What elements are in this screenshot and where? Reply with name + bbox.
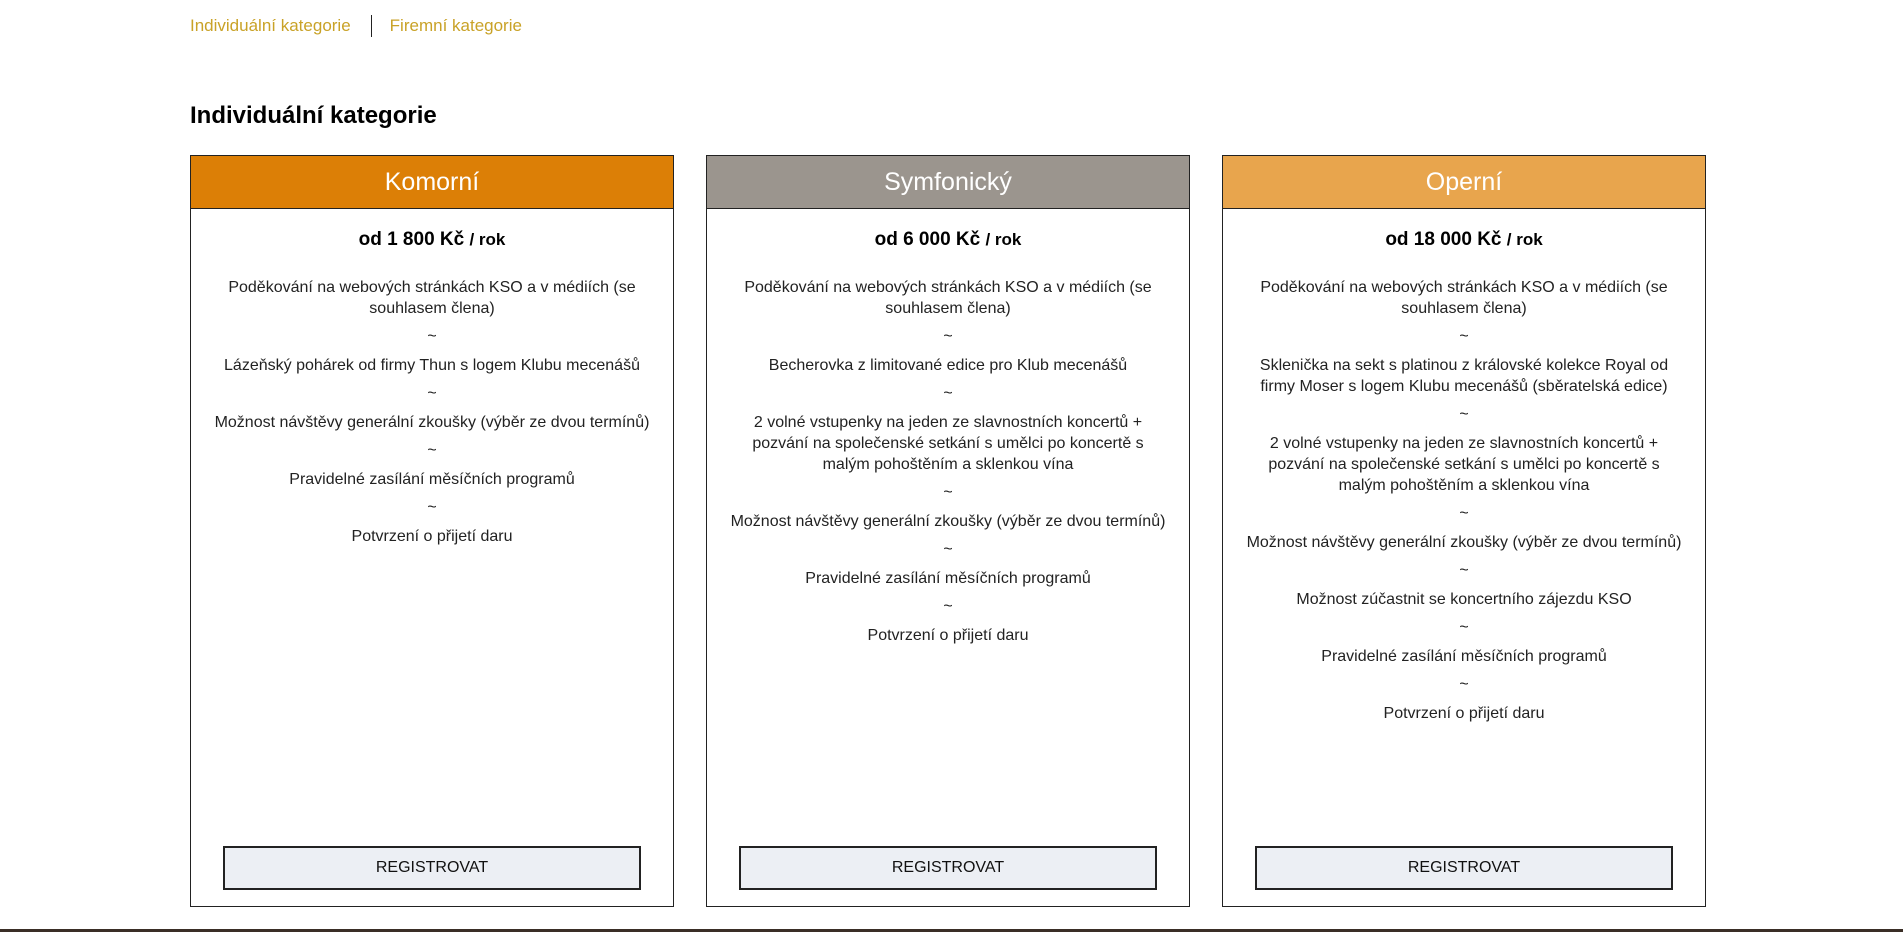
benefit-separator: ~ — [1459, 328, 1469, 345]
card-header — [707, 156, 1189, 209]
benefit-list — [213, 277, 651, 547]
card-price — [191, 229, 673, 251]
benefit-item: Možnost zúčastnit se koncertního zájezdu KSO — [1296, 591, 1632, 608]
membership-cards — [190, 155, 1706, 907]
price-amount: od 6 000 Kč — [874, 229, 981, 250]
card-operni — [1222, 155, 1706, 907]
benefit-separator: ~ — [1459, 562, 1469, 579]
benefit-item: Možnost návštěvy generální zkoušky (výběr ze dvou termínů) — [1246, 534, 1682, 551]
benefit-separator: ~ — [943, 541, 953, 558]
benefit-item: 2 volné vstupenky na jeden ze slavnostních koncertů + pozvání na společenské setkání s umělci po koncertě s malým pohoštěním a sklenkou vína — [1268, 435, 1660, 494]
card-komorni — [190, 155, 674, 907]
benefit-separator: ~ — [943, 385, 953, 402]
benefit-item: Možnost návštěvy generální zkoušky (výběr ze dvou termínů) — [214, 414, 650, 431]
benefit-item: Potvrzení o přijetí daru — [867, 627, 1029, 644]
card-title: Symfonický — [884, 167, 1012, 196]
section-title: Individuální kategorie — [190, 102, 437, 129]
benefit-separator: ~ — [427, 328, 437, 345]
price-unit: / rok — [985, 230, 1022, 249]
benefit-separator: ~ — [943, 484, 953, 501]
benefit-item: Becherovka z limitované edice pro Klub mecenášů — [768, 357, 1128, 374]
category-nav — [190, 15, 522, 37]
benefit-item: Potvrzení o přijetí daru — [351, 528, 513, 545]
card-price — [707, 229, 1189, 251]
price-amount: od 18 000 Kč — [1385, 229, 1502, 250]
benefit-separator: ~ — [1459, 505, 1469, 522]
benefit-item: 2 volné vstupenky na jeden ze slavnostních koncertů + pozvání na společenské setkání s umělci po koncertě s malým pohoštěním a sklenkou vína — [752, 414, 1144, 473]
register-button[interactable]: REGISTROVAT — [739, 846, 1157, 890]
benefit-separator: ~ — [1459, 619, 1469, 636]
benefit-separator: ~ — [943, 328, 953, 345]
benefit-list — [1245, 277, 1683, 724]
nav-divider — [371, 15, 372, 37]
register-button[interactable]: REGISTROVAT — [1255, 846, 1673, 890]
card-header — [191, 156, 673, 209]
benefit-item: Sklenička na sekt s platinou z královské kolekce Royal od firmy Moser s logem Klubu mecenášů (sběratelská edice) — [1259, 357, 1669, 395]
benefit-separator: ~ — [427, 385, 437, 402]
benefit-item: Poděkování na webových stránkách KSO a v médiích (se souhlasem člena) — [1260, 279, 1668, 317]
benefit-separator: ~ — [427, 442, 437, 459]
card-symfonicky — [706, 155, 1190, 907]
benefit-separator: ~ — [1459, 676, 1469, 693]
benefit-separator: ~ — [943, 598, 953, 615]
register-button[interactable]: REGISTROVAT — [223, 846, 641, 890]
benefit-item: Pravidelné zasílání měsíčních programů — [289, 471, 575, 488]
benefit-item: Možnost návštěvy generální zkoušky (výběr ze dvou termínů) — [730, 513, 1166, 530]
benefit-separator: ~ — [427, 499, 437, 516]
benefit-item: Pravidelné zasílání měsíčních programů — [805, 570, 1091, 587]
price-amount: od 1 800 Kč — [358, 229, 465, 250]
benefit-list — [729, 277, 1167, 646]
benefit-item: Poděkování na webových stránkách KSO a v médiích (se souhlasem člena) — [228, 279, 636, 317]
benefit-item: Lázeňský pohárek od firmy Thun s logem Klubu mecenášů — [224, 357, 640, 374]
card-header — [1223, 156, 1705, 209]
benefit-separator: ~ — [1459, 406, 1469, 423]
benefit-item: Potvrzení o přijetí daru — [1383, 705, 1545, 722]
nav-link-individual[interactable]: Individuální kategorie — [190, 16, 351, 35]
price-unit: / rok — [1506, 230, 1543, 249]
nav-link-corporate[interactable]: Firemní kategorie — [389, 16, 522, 35]
price-unit: / rok — [469, 230, 506, 249]
benefit-item: Poděkování na webových stránkách KSO a v médiích (se souhlasem člena) — [744, 279, 1152, 317]
card-title: Komorní — [384, 167, 480, 196]
benefit-item: Pravidelné zasílání měsíčních programů — [1321, 648, 1607, 665]
card-price — [1223, 229, 1705, 251]
card-title: Operní — [1425, 167, 1503, 196]
